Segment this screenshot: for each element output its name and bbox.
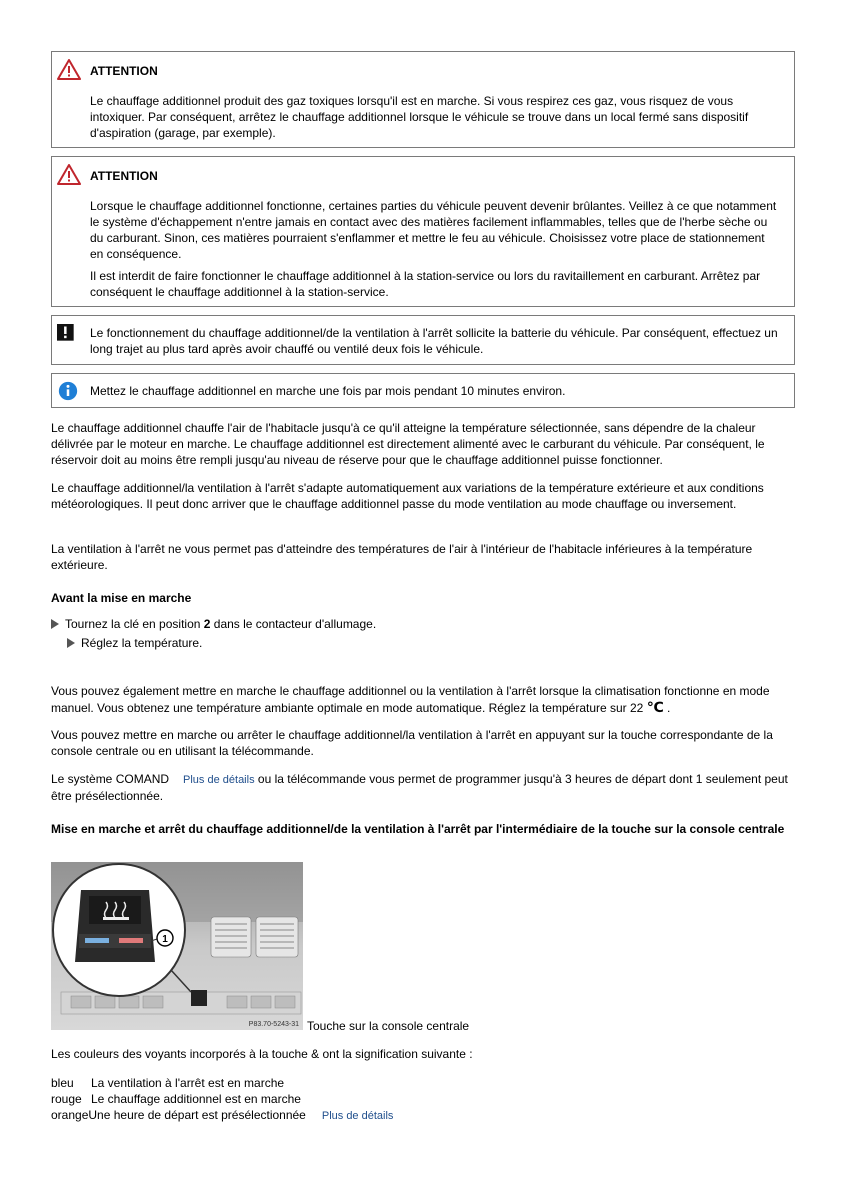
console-button-photo: [51, 862, 303, 1030]
step-turn-key: Tournez la clé en position 2 dans le contacteur d'allumage.: [51, 616, 376, 632]
warning-text-1: Lorsque le chauffage additionnel fonctionne, certaines parties du véhicule peuvent devenir brûlantes. Veillez à ce que notamment le système d'échappement n'entre jamais en contact avec des matières facilement inflammables, telles que de l'herbe sèche ou du carburant. Sinon, ces matières pourraient s'enflammer et mettre le feu au véhicule. Choisissez votre place de stationnement en conséquence.: [90, 199, 777, 261]
heading-console-button: Mise en marche et arrêt du chauffage additionnel/de la ventilation à l'arrêt par l'intermédiaire de la touche sur la console centrale: [51, 822, 785, 836]
photo-caption: Touche sur la console centrale: [307, 1019, 470, 1033]
legend-row-red: rouge Le chauffage additionnel est en marche: [51, 1092, 301, 1106]
warning-triangle-icon: [57, 163, 81, 187]
info-icon: [58, 381, 78, 401]
warning-title: ATTENTION: [90, 169, 158, 183]
warning-box-toxic-gas: [51, 51, 795, 148]
paragraph-auto-adapt: Le chauffage additionnel/la ventilation à l'arrêt s'adapte automatiquement aux variations de la température extérieure et aux conditions météorologiques. Il peut donc arriver que le chauffage additionnel passe du mode ventilation au mode chauffage ou inversement.: [51, 481, 764, 511]
exclamation-icon: [57, 324, 77, 344]
warning-text-2: Il est interdit de faire fonctionner le chauffage additionnel à la station-service ou lors du ravitaillement en carburant. Arrêtez par conséquent le chauffage additionnel à la station-service.: [90, 269, 761, 299]
note-box-battery: [51, 315, 795, 365]
legend-row-blue: bleu La ventilation à l'arrêt est en marche: [51, 1076, 285, 1090]
console-button-small: [191, 990, 207, 1006]
more-details-link[interactable]: Plus de détails: [321, 1110, 394, 1122]
legend-row-orange: orangeUne heure de départ est présélectionnée Plus de détails: [51, 1108, 394, 1122]
warning-box-hot-parts: [51, 156, 795, 307]
callout-number: 1: [162, 934, 168, 945]
paragraph-comand: Le système COMAND Plus de détails ou la télécommande vous permet de programmer jusqu'à 3 heures de départ dont 1 seulement peut être présélectionnée.: [51, 772, 788, 803]
heading-before-start: Avant la mise en marche: [51, 591, 192, 605]
paragraph-colors: Les couleurs des voyants incorporés à la touche & ont la signification suivante :: [51, 1047, 473, 1061]
paragraph-button-remote: Vous pouvez mettre en marche ou arrêter le chauffage additionnel/la ventilation à l'arrêt en appuyant sur la touche correspondante de la console centrale ou en utilisant la télécommande.: [51, 728, 773, 758]
info-text: Mettez le chauffage additionnel en marche une fois par mois pendant 10 minutes environ.: [90, 384, 566, 398]
more-details-link[interactable]: Plus de détails: [183, 774, 255, 786]
arrow-right-icon: [51, 619, 59, 629]
arrow-right-icon: [67, 638, 75, 648]
paragraph-ventilation-limit: La ventilation à l'arrêt ne vous permet pas d'atteindre des températures de l'air à l'intérieur de l'habitacle inférieures à la température extérieure.: [51, 542, 753, 572]
note-text: Le fonctionnement du chauffage additionnel/de la ventilation à l'arrêt sollicite la batterie du véhicule. Par conséquent, effectuez un long trajet au plus tard après avoir chauffé ou ventilé deux fois le véhicule.: [90, 326, 778, 356]
step-set-temperature: Réglez la température.: [67, 635, 202, 651]
info-box: [51, 373, 795, 408]
image-code: P83.70-5243-31: [248, 1021, 299, 1028]
warning-triangle-icon: [57, 58, 81, 82]
warning-text: Le chauffage additionnel produit des gaz toxiques lorsqu'il est en marche. Si vous respirez ces gaz, vous risquez de vous intoxiquer. Par conséquent, arrêtez le chauffage additionnel lorsque le véhicule se trouve dans un local fermé sans dispositif d'aspiration (garage, par exemple).: [90, 94, 749, 140]
paragraph-manual-mode: Vous pouvez également mettre en marche le chauffage additionnel ou la ventilation à l'arrêt lorsque la climatisation fonctionne en mode manuel. Vous obtenez une température ambiante optimale en mode automatique. Réglez la température sur 22 ℃ .: [51, 684, 770, 715]
paragraph-heater-function: Le chauffage additionnel chauffe l'air de l'habitacle jusqu'à ce qu'il atteigne la température sélectionnée, sans dépendre de la chaleur délivrée par le moteur en marche. Le chauffage additionnel est directement alimenté avec le carburant du véhicule. Par conséquent, le réservoir doit au moins être rempli jusqu'au niveau de réserve pour que le chauffage additionnel puisse fonctionner.: [51, 421, 765, 467]
warning-title: ATTENTION: [90, 64, 158, 78]
